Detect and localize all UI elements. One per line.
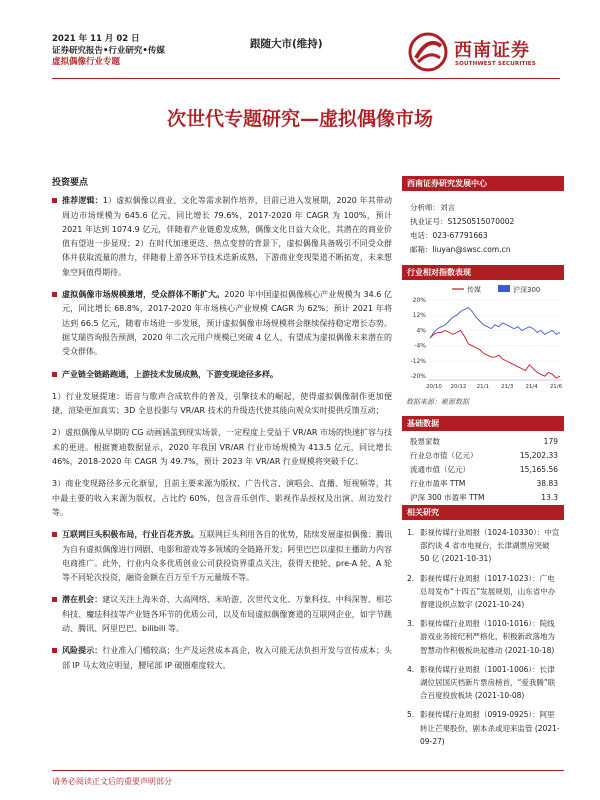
related-item-number: 5. (407, 710, 415, 720)
y-tick-label: 12% (412, 312, 426, 320)
point-industry-chain: 产业链全链路跑通，上游技术发展成熟，下游变现途径多样。 (52, 368, 392, 382)
basic-data-row (402, 434, 564, 448)
related-item-number: 4. (407, 664, 415, 674)
related-item-number: 2. (407, 573, 415, 583)
related-heading: 相关研究 (402, 505, 564, 520)
analyst-heading: 西南证券研究发展中心 (402, 176, 564, 191)
basic-data-row (402, 491, 564, 505)
x-tick-label: 21/4 (525, 384, 538, 390)
analyst-email[interactable]: 邮箱：liuyan@swsc.com.cn (410, 245, 511, 254)
basic-data-row (402, 448, 564, 462)
report-category: 证券研究报告•行业研究•传媒 (52, 45, 165, 56)
series-line-media (430, 331, 560, 379)
basic-data-row (402, 477, 564, 491)
index-performance-box (402, 265, 564, 410)
analyst-name: 分析师：刘言 (410, 203, 455, 212)
page-title: 次世代专题研究—虚拟偶像市场 (166, 108, 433, 130)
y-tick-label: 4% (416, 327, 426, 335)
investment-summary (52, 176, 392, 681)
x-tick-label: 20/10 (426, 384, 442, 390)
point-industry-chain-2: 2）虚拟偶像从早期的 CG 动画涵盖到现实场景，一定程度上受益于 VR/AR 市场的快速扩容与技术的更进。根据赛迪数据显示，2020 年我国 VR/AR 行业市场规模为 413.5 亿元，同比增长 46%，2018-2020 年 CAGR 为 49.7%，预计 2023 年 VR/AR 行业规模将突破千亿； (52, 428, 392, 467)
legend-media: 传媒 (467, 286, 481, 294)
point-market: 虚拟偶像市场规模激增，受众群体不断扩大。2020 年中国虚拟偶像核心产业规模为 34.6 亿元，同比增长 68.8%，2017-2020 年市场核心产业规模 CAGR 为 62%；预计 2021 年将达到 66.5 亿元，随着市场进一步发展，预计虚拟偶像市场规模将会继续保持稳定增长态势。据艾瑞咨询报告预测，2020 年二次元用户规模已突破 4 亿人，有望成为虚拟偶像未来潜在的受众群体。 (52, 288, 392, 359)
related-research-item[interactable] (402, 708, 564, 748)
rating: 跟随大市(维持) (250, 38, 323, 50)
y-tick-label: -12% (410, 357, 426, 365)
x-tick-label: 21/1 (476, 384, 489, 390)
analyst-box (402, 176, 564, 257)
x-tick-label: 20/12 (450, 384, 467, 390)
basic-data-heading: 基础数据 (402, 416, 564, 431)
related-research-item[interactable] (402, 572, 564, 612)
basic-data-label: 行业总市值（亿元） (410, 450, 478, 460)
point-industry-chain-3: 3）商业变现路径多元化渐显，目前主要来源为版权、广告代言、演唱会、直播、短视频等，其中最主要的收入来源为版权，占比约 60%，包含音乐创作、影视作品授权及出演、周边发行等。 (52, 479, 392, 517)
related-item-number: 3. (407, 619, 415, 629)
report-subject: 虚拟偶像行业专题 (52, 57, 121, 67)
analyst-license: 执业证号：S1250515070002 (410, 217, 515, 226)
index-heading: 行业相对指数表现 (402, 265, 564, 280)
logo-mark-icon (408, 32, 448, 72)
report-meta (52, 34, 165, 69)
y-tick-label: -20% (410, 373, 426, 381)
footer-divider (52, 770, 564, 771)
point-logic: 推荐逻辑：1）虚拟偶像以商业、文化等需求制作培养，目前已进入发展期，2020 年其带动周边市场规模为 645.6 亿元，同比增长 79.6%，2017-2020 年 CAGR 为 100%，预计 2021 年达到 1074.9 亿元，伴随着产业链愈发成熟，偶像文化日益大众化，其潜在的商业价值有望进一步显现；2）在时代加速更迭、热点变替的背景下，虚拟偶像具备吸引不同受众群体并获取流量的潜力，伴随着上游各环节技术迭新成熟，下游商业变现渠道不断拓宽，未来想象空间值得期待。 (52, 194, 392, 280)
basic-data-value: 38.83 (536, 479, 558, 489)
basic-data-value: 179 (543, 436, 558, 446)
y-tick-label: 20% (412, 297, 426, 304)
header-divider (52, 78, 560, 79)
x-tick-label: 21/6 (549, 384, 563, 390)
related-item-text: 影视传媒行业周报（1017-1023）：广电总局发布“十四五”发展规划，山东省中办督建设织点数字 (2021-10-24) (420, 573, 556, 610)
point-internet-giants: 互联网巨头积极布局，行业百花齐放。互联网巨头利用各自的优势，陆续发展虚拟偶像：腾讯为自有虚拟偶像进行网剧、电影和游戏等多领域的全链路开发；阿里巴巴以虚拟主播助力内容电商推广。此外，行业内众多优质创业公司获投资界重点关注，获得天使轮、pre-A 轮、A 轮等不同轮次投资，融资金额在百万至千万元量级不等。 (52, 528, 392, 585)
basic-data-box (402, 416, 564, 505)
basic-data-value: 15,165.56 (519, 464, 558, 474)
section-heading: 投资要点 (52, 178, 89, 188)
related-item-number: 1. (407, 528, 415, 537)
related-item-text: 影视传媒行业周报（1010-1016）：院线游戏业务接纪利严格化，积极新政落地为智慧动作积极板块起推动 (2021-10-18) (420, 619, 555, 655)
related-item-text: 影视传媒行业周报（1001-1006）：长津湖位居国庆档新片票房榜首，“爱我腾”联合百度投放板块 (2021-10-08) (420, 664, 556, 701)
basic-data-label: 股票家数 (410, 436, 440, 446)
basic-data-value: 13.3 (541, 493, 558, 503)
basic-data-value: 15,202.33 (519, 450, 558, 460)
point-industry-chain-1: 1）行业发展提速：语音与歌声合成软件的普及，引擎技术的崛起，使得虚拟偶像制作更加便捷，渲染更加真实；3D 全息投影与 VR/AR 技术的升级迭代使其能向观众实时提供反馈互动； (52, 391, 392, 416)
related-research-box (402, 505, 564, 748)
basic-data-table (402, 434, 564, 505)
chart-source: 数据来源：聚源数据 (406, 398, 469, 406)
related-research-item[interactable] (402, 526, 564, 566)
company-logo (408, 30, 563, 74)
point-risks: 风险提示：行业准入门槛较高；生产及运营成本高企，收入可能无法负担开发与宣传成本；头部 IP 马太效应明显，腰尾部 IP 破圈难度较大。 (52, 644, 392, 673)
analyst-phone: 电话：023-67791663 (410, 231, 488, 240)
index-chart (402, 280, 564, 390)
logo-name-cn: 西南证券 (454, 40, 530, 61)
basic-data-row (402, 462, 564, 476)
report-date: 2021 年 11 月 02 日 (52, 34, 140, 44)
logo-name-en: SOUTHWEST SECURITIES (455, 61, 536, 67)
point-opportunities: 潜在机会：建议关注上海米奇、大高网络、米哈游、次世代文化、万象科技、中科深智、相芯科技、魔珐科技等产业链各环节的优质公司，以及布局虚拟偶像赛道的互联网企业，如字节跳动、腾讯、阿里巴巴、bilibili 等。 (52, 593, 392, 636)
series-line-csi300 (430, 308, 560, 339)
basic-data-label: 行业市盈率 TTM (410, 479, 466, 489)
y-tick-label: -4% (414, 342, 426, 350)
related-research-item[interactable] (402, 663, 564, 703)
basic-data-label: 流通市值（亿元） (410, 464, 470, 474)
related-research-item[interactable] (402, 617, 564, 657)
basic-data-label: 沪深 300 市盈率 TTM (410, 493, 485, 503)
related-item-text: 影视传媒行业周报（1024-10330）：中宣部约谈 4 省市电视台，长津湖票房突破 50 亿 (2021-10-31) (420, 528, 560, 564)
related-item-text: 影视传媒行业周报（0919-0925）：阿里转让芒果股份，剧本杀或迎来监管 (2021-09-27) (420, 710, 560, 746)
legend-csi300: 沪深300 (513, 286, 541, 294)
footer-disclaimer: 请务必阅读正文后的重要声明部分 (52, 777, 172, 786)
x-tick-label: 21/3 (501, 384, 514, 390)
